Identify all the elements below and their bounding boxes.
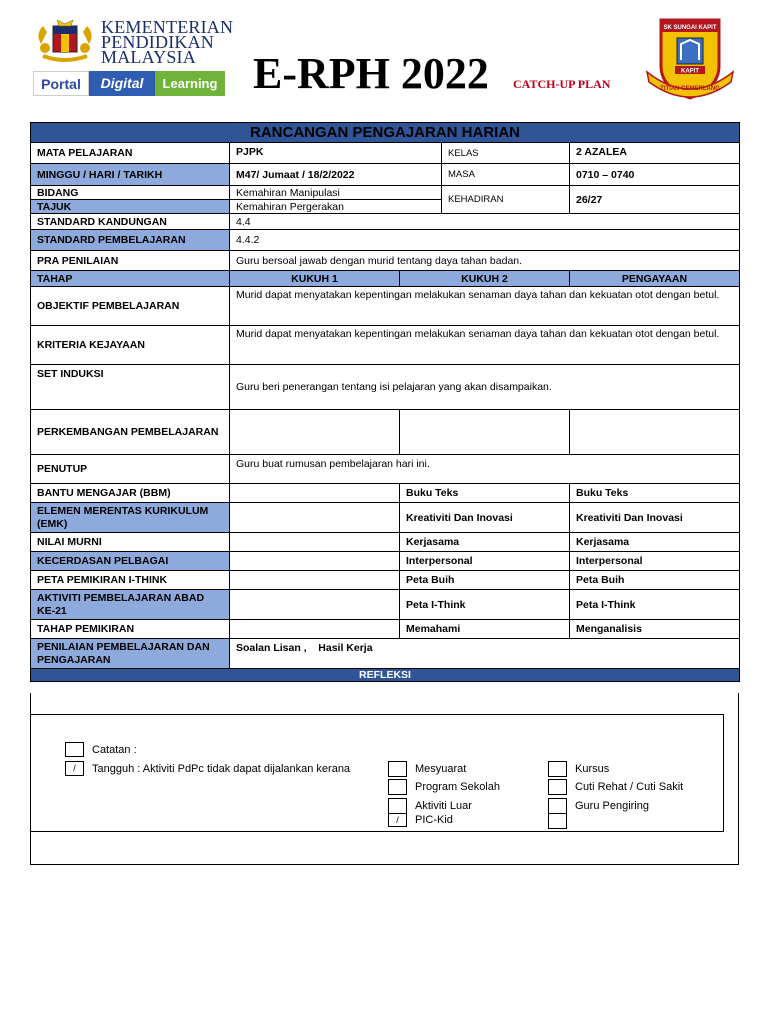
tangguh-item[interactable] — [65, 761, 350, 776]
ministry-line-3: MALAYSIA — [101, 47, 196, 67]
set-induksi-value: Guru beri penerangan tentang isi pelajaran yang akan disampaikan. — [230, 365, 740, 410]
tajuk-value: Kemahiran Pergerakan — [230, 200, 442, 214]
guru-pengiring-checkbox[interactable] — [548, 798, 567, 814]
kecerdasan-kukuh-1 — [230, 552, 400, 571]
page-header — [0, 0, 768, 118]
ministry-name — [101, 17, 234, 67]
emk-kukuh-1 — [230, 503, 400, 533]
perkembangan-kukuh-1 — [230, 410, 400, 455]
abad-21-label: AKTIVITI PEMBELAJARAN ABAD KE-21 — [31, 590, 230, 620]
tahap-pemikiran-kukuh-2: Memahami — [400, 620, 570, 639]
penilaian-label: PENILAIAN PEMBELAJARAN DAN PENGAJARAN — [31, 639, 230, 669]
masa-label: MASA — [442, 164, 570, 186]
masa-value: 0710 – 0740 — [570, 164, 740, 186]
portal-logo-part-1: Portal — [33, 71, 89, 96]
cuti-label: Cuti Rehat / Cuti Sakit — [575, 781, 684, 793]
peta-pengayaan: Peta Buih — [570, 571, 740, 590]
school-badge-icon — [643, 14, 737, 104]
catatan-checkbox[interactable] — [65, 742, 84, 757]
objektif-value: Murid dapat menyatakan kepentingan melakukan senaman daya tahan dan kekuatan otot dengan betul. — [230, 287, 740, 326]
tangguh-label: Tangguh : Aktiviti PdPc tidak dapat dijalankan kerana — [92, 762, 351, 775]
lesson-plan-table — [30, 122, 740, 682]
guru-pengiring-item[interactable] — [548, 798, 649, 814]
mata-pelajaran-value: PJPK — [230, 143, 442, 164]
emk-kukuh-2: Kreativiti Dan Inovasi — [400, 503, 570, 533]
kukuh-2-header: KUKUH 2 — [400, 271, 570, 287]
kecerdasan-label: KECERDASAN PELBAGAI — [31, 552, 230, 571]
bbm-pengayaan: Buku Teks — [570, 484, 740, 503]
tahap-pemikiran-pengayaan: Menganalisis — [570, 620, 740, 639]
standard-pembelajaran-label: STANDARD PEMBELAJARAN — [31, 230, 230, 251]
penutup-value: Guru buat rumusan pembelajaran hari ini. — [230, 455, 740, 484]
kecerdasan-kukuh-2: Interpersonal — [400, 552, 570, 571]
peta-pemikiran-label: PETA PEMIKIRAN I-THINK — [31, 571, 230, 590]
nilai-murni-label: NILAI MURNI — [31, 533, 230, 552]
bbm-kukuh-1 — [230, 484, 400, 503]
aktiviti-luar-label: Aktiviti Luar — [415, 800, 472, 812]
pra-penilaian-label: PRA PENILAIAN — [31, 251, 230, 271]
blank-option-item[interactable] — [548, 813, 575, 829]
nilai-kukuh-1 — [230, 533, 400, 552]
ministry-crest-icon — [33, 16, 97, 66]
bidang-value: Kemahiran Manipulasi — [230, 186, 442, 200]
mesyuarat-checkbox[interactable] — [388, 761, 407, 777]
abad-pengayaan: Peta I-Think — [570, 590, 740, 620]
portal-digital-learning-logo — [33, 71, 225, 96]
ministry-line-1: KEMENTERIAN — [101, 17, 234, 37]
bbm-label: BANTU MENGAJAR (BBM) — [31, 484, 230, 503]
pengayaan-header: PENGAYAAN — [570, 271, 740, 287]
tahap-pemikiran-label: TAHAP PEMIKIRAN — [31, 620, 230, 639]
peta-kukuh-2: Peta Buih — [400, 571, 570, 590]
aktiviti-luar-checkbox[interactable] — [388, 798, 407, 814]
program-sekolah-checkbox[interactable] — [388, 779, 407, 795]
catatan-label: Catatan : — [92, 743, 137, 756]
page-subtitle: CATCH-UP PLAN — [513, 77, 611, 91]
penutup-label: PENUTUP — [31, 455, 230, 484]
ministry-line-2: PENDIDIKAN — [101, 32, 214, 52]
pra-penilaian-value: Guru bersoal jawab dengan murid tentang daya tahan badan. — [230, 251, 740, 271]
perkembangan-pengayaan — [570, 410, 740, 455]
program-sekolah-item[interactable] — [388, 779, 500, 795]
set-induksi-label: SET INDUKSI — [31, 365, 230, 410]
nilai-pengayaan: Kerjasama — [570, 533, 740, 552]
perkembangan-label: PERKEMBANGAN PEMBELAJARAN — [31, 410, 230, 455]
emk-label: ELEMEN MERENTAS KURIKULUM (EMK) — [31, 503, 230, 533]
page-title: E-RPH 2022 — [253, 49, 489, 98]
cuti-checkbox[interactable] — [548, 779, 567, 795]
portal-logo-part-3: Learning — [155, 71, 225, 96]
school-badge-mid-text: KAPIT — [681, 68, 699, 75]
refleksi-header: REFLEKSI — [31, 669, 740, 682]
kelas-value: 2 AZALEA — [570, 143, 740, 164]
tahap-label: TAHAP — [31, 271, 230, 287]
kehadiran-value: 26/27 — [570, 186, 740, 214]
cuti-item[interactable] — [548, 779, 683, 795]
kursus-item[interactable] — [548, 761, 609, 777]
kursus-label: Kursus — [575, 763, 610, 775]
blank-option-checkbox[interactable] — [548, 813, 567, 829]
kelas-label: KELAS — [442, 143, 570, 164]
emk-pengayaan: Kreativiti Dan Inovasi — [570, 503, 740, 533]
tahap-pemikiran-kukuh-1 — [230, 620, 400, 639]
penilaian-value: Soalan Lisan , Hasil Kerja — [230, 639, 740, 669]
minggu-value: M47/ Jumaat / 18/2/2022 — [230, 164, 442, 186]
mesyuarat-label: Mesyuarat — [415, 763, 467, 775]
kriteria-label: KRITERIA KEJAYAAN — [31, 326, 230, 365]
pic-kid-label: PIC-Kid — [415, 814, 453, 826]
program-sekolah-label: Program Sekolah — [415, 781, 500, 793]
kriteria-value: Murid dapat menyatakan kepentingan melakukan senaman daya tahan dan kekuatan otot dengan betul. — [230, 326, 740, 365]
nilai-kukuh-2: Kerjasama — [400, 533, 570, 552]
school-motto-text: TITIAN CEMERLANG — [660, 86, 720, 92]
aktiviti-luar-item[interactable] — [388, 798, 472, 814]
abad-kukuh-1 — [230, 590, 400, 620]
bidang-label: BIDANG — [31, 186, 230, 200]
abad-kukuh-2: Peta I-Think — [400, 590, 570, 620]
kecerdasan-pengayaan: Interpersonal — [570, 552, 740, 571]
standard-pembelajaran-value: 4.4.2 — [230, 230, 740, 251]
tajuk-label: TAJUK — [31, 200, 230, 214]
mata-pelajaran-label: MATA PELAJARAN — [31, 143, 230, 164]
form-title: RANCANGAN PENGAJARAN HARIAN — [31, 123, 740, 143]
pic-kid-item[interactable] — [388, 813, 453, 827]
catatan-item[interactable] — [65, 742, 137, 757]
kursus-checkbox[interactable] — [548, 761, 567, 777]
guru-pengiring-label: Guru Pengiring — [575, 800, 649, 812]
mesyuarat-item[interactable] — [388, 761, 466, 777]
kehadiran-label: KEHADIRAN — [442, 186, 570, 214]
objektif-label: OBJEKTIF PEMBELAJARAN — [31, 287, 230, 326]
pic-kid-checkbox[interactable]: / — [388, 813, 407, 827]
school-badge-top-text: SK SUNGAI KAPIT — [663, 25, 717, 31]
perkembangan-kukuh-2 — [400, 410, 570, 455]
minggu-label: MINGGU / HARI / TARIKH — [31, 164, 230, 186]
kukuh-1-header: KUKUH 1 — [230, 271, 400, 287]
bbm-kukuh-2: Buku Teks — [400, 484, 570, 503]
standard-kandungan-value: 4.4 — [230, 214, 740, 230]
standard-kandungan-label: STANDARD KANDUNGAN — [31, 214, 230, 230]
portal-logo-part-2: Digital — [89, 71, 155, 96]
tangguh-checkbox[interactable]: / — [65, 761, 84, 776]
peta-kukuh-1 — [230, 571, 400, 590]
